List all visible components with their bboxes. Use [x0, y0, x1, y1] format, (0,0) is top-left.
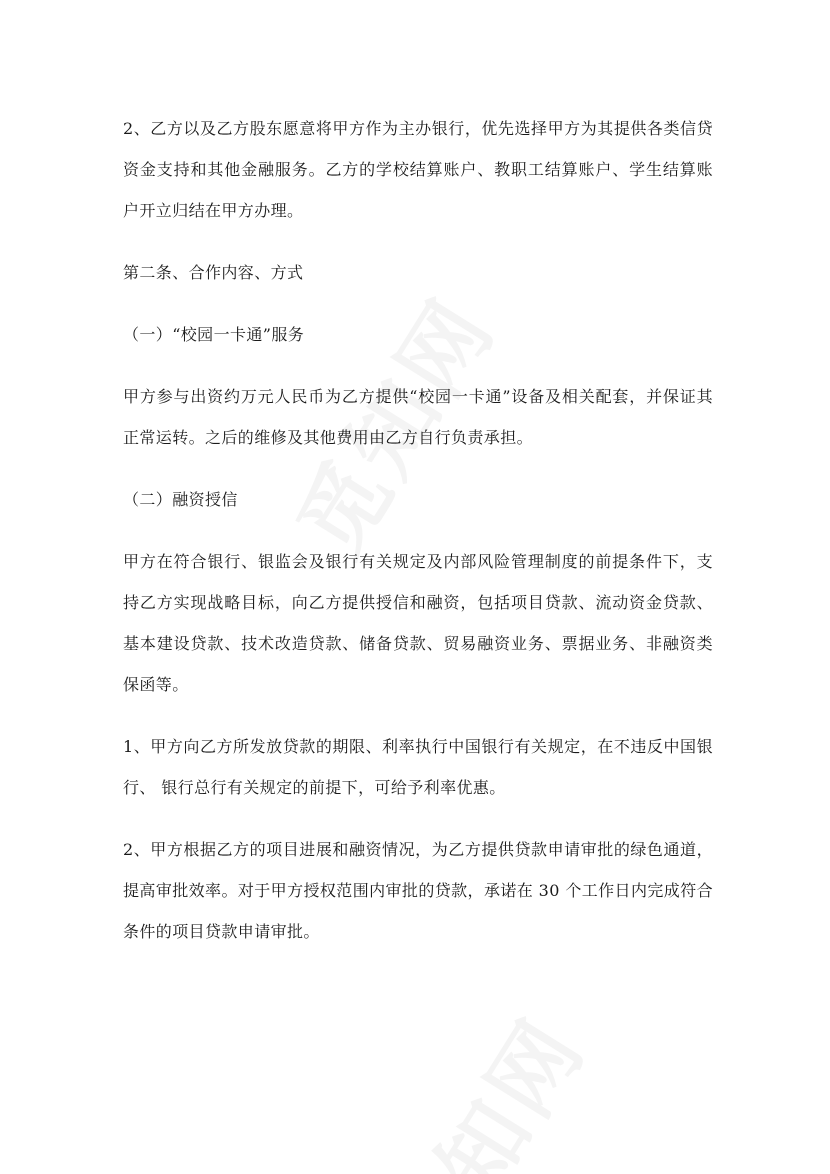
paragraph-main-bank: 2、乙方以及乙方股东愿意将甲方作为主办银行，优先选择甲方为其提供各类信贷资金支持和其他金融服务。乙方的学校结算账户、教职工结算账户、学生结算账户开立归结在甲方办理。: [123, 119, 713, 220]
paragraph-approval-channel: 2、甲方根据乙方的项目进展和融资情况，为乙方提供贷款申请审批的绿色通道，提高审批效率。对于甲方授权范围内审批的贷款，承诺在 30 个工作日内完成符合条件的项目贷款申请审批。: [123, 840, 713, 941]
section-heading-article-2: 第二条、合作内容、方式: [123, 263, 304, 282]
subheading-financing-credit: （二）融资授信: [123, 490, 238, 509]
paragraph-campus-card: 甲方参与出资约万元人民币为乙方提供“校园一卡通”设备及相关配套，并保证其正常运转。之后的维修及其他费用由乙方自行负责承担。: [123, 387, 713, 447]
paragraph-loan-terms: 1、甲方向乙方所发放贷款的期限、利率执行中国银行有关规定，在不违反中国银行、 银行总行有关规定的前提下，可给予利率优惠。: [123, 737, 713, 797]
document-body: [123, 108, 713, 973]
subheading-campus-card: （一）“校园一卡通”服务: [123, 325, 305, 344]
watermark: [353, 990, 609, 1174]
paragraph-financing-credit: 甲方在符合银行、银监会及银行有关规定及内部风险管理制度的前提条件下，支持乙方实现战略目标，向乙方提供授信和融资，包括项目贷款、流动资金贷款、基本建设贷款、技术改造贷款、储备贷款、贸易融资业务、票据业务、非融资类保函等。: [123, 552, 713, 694]
